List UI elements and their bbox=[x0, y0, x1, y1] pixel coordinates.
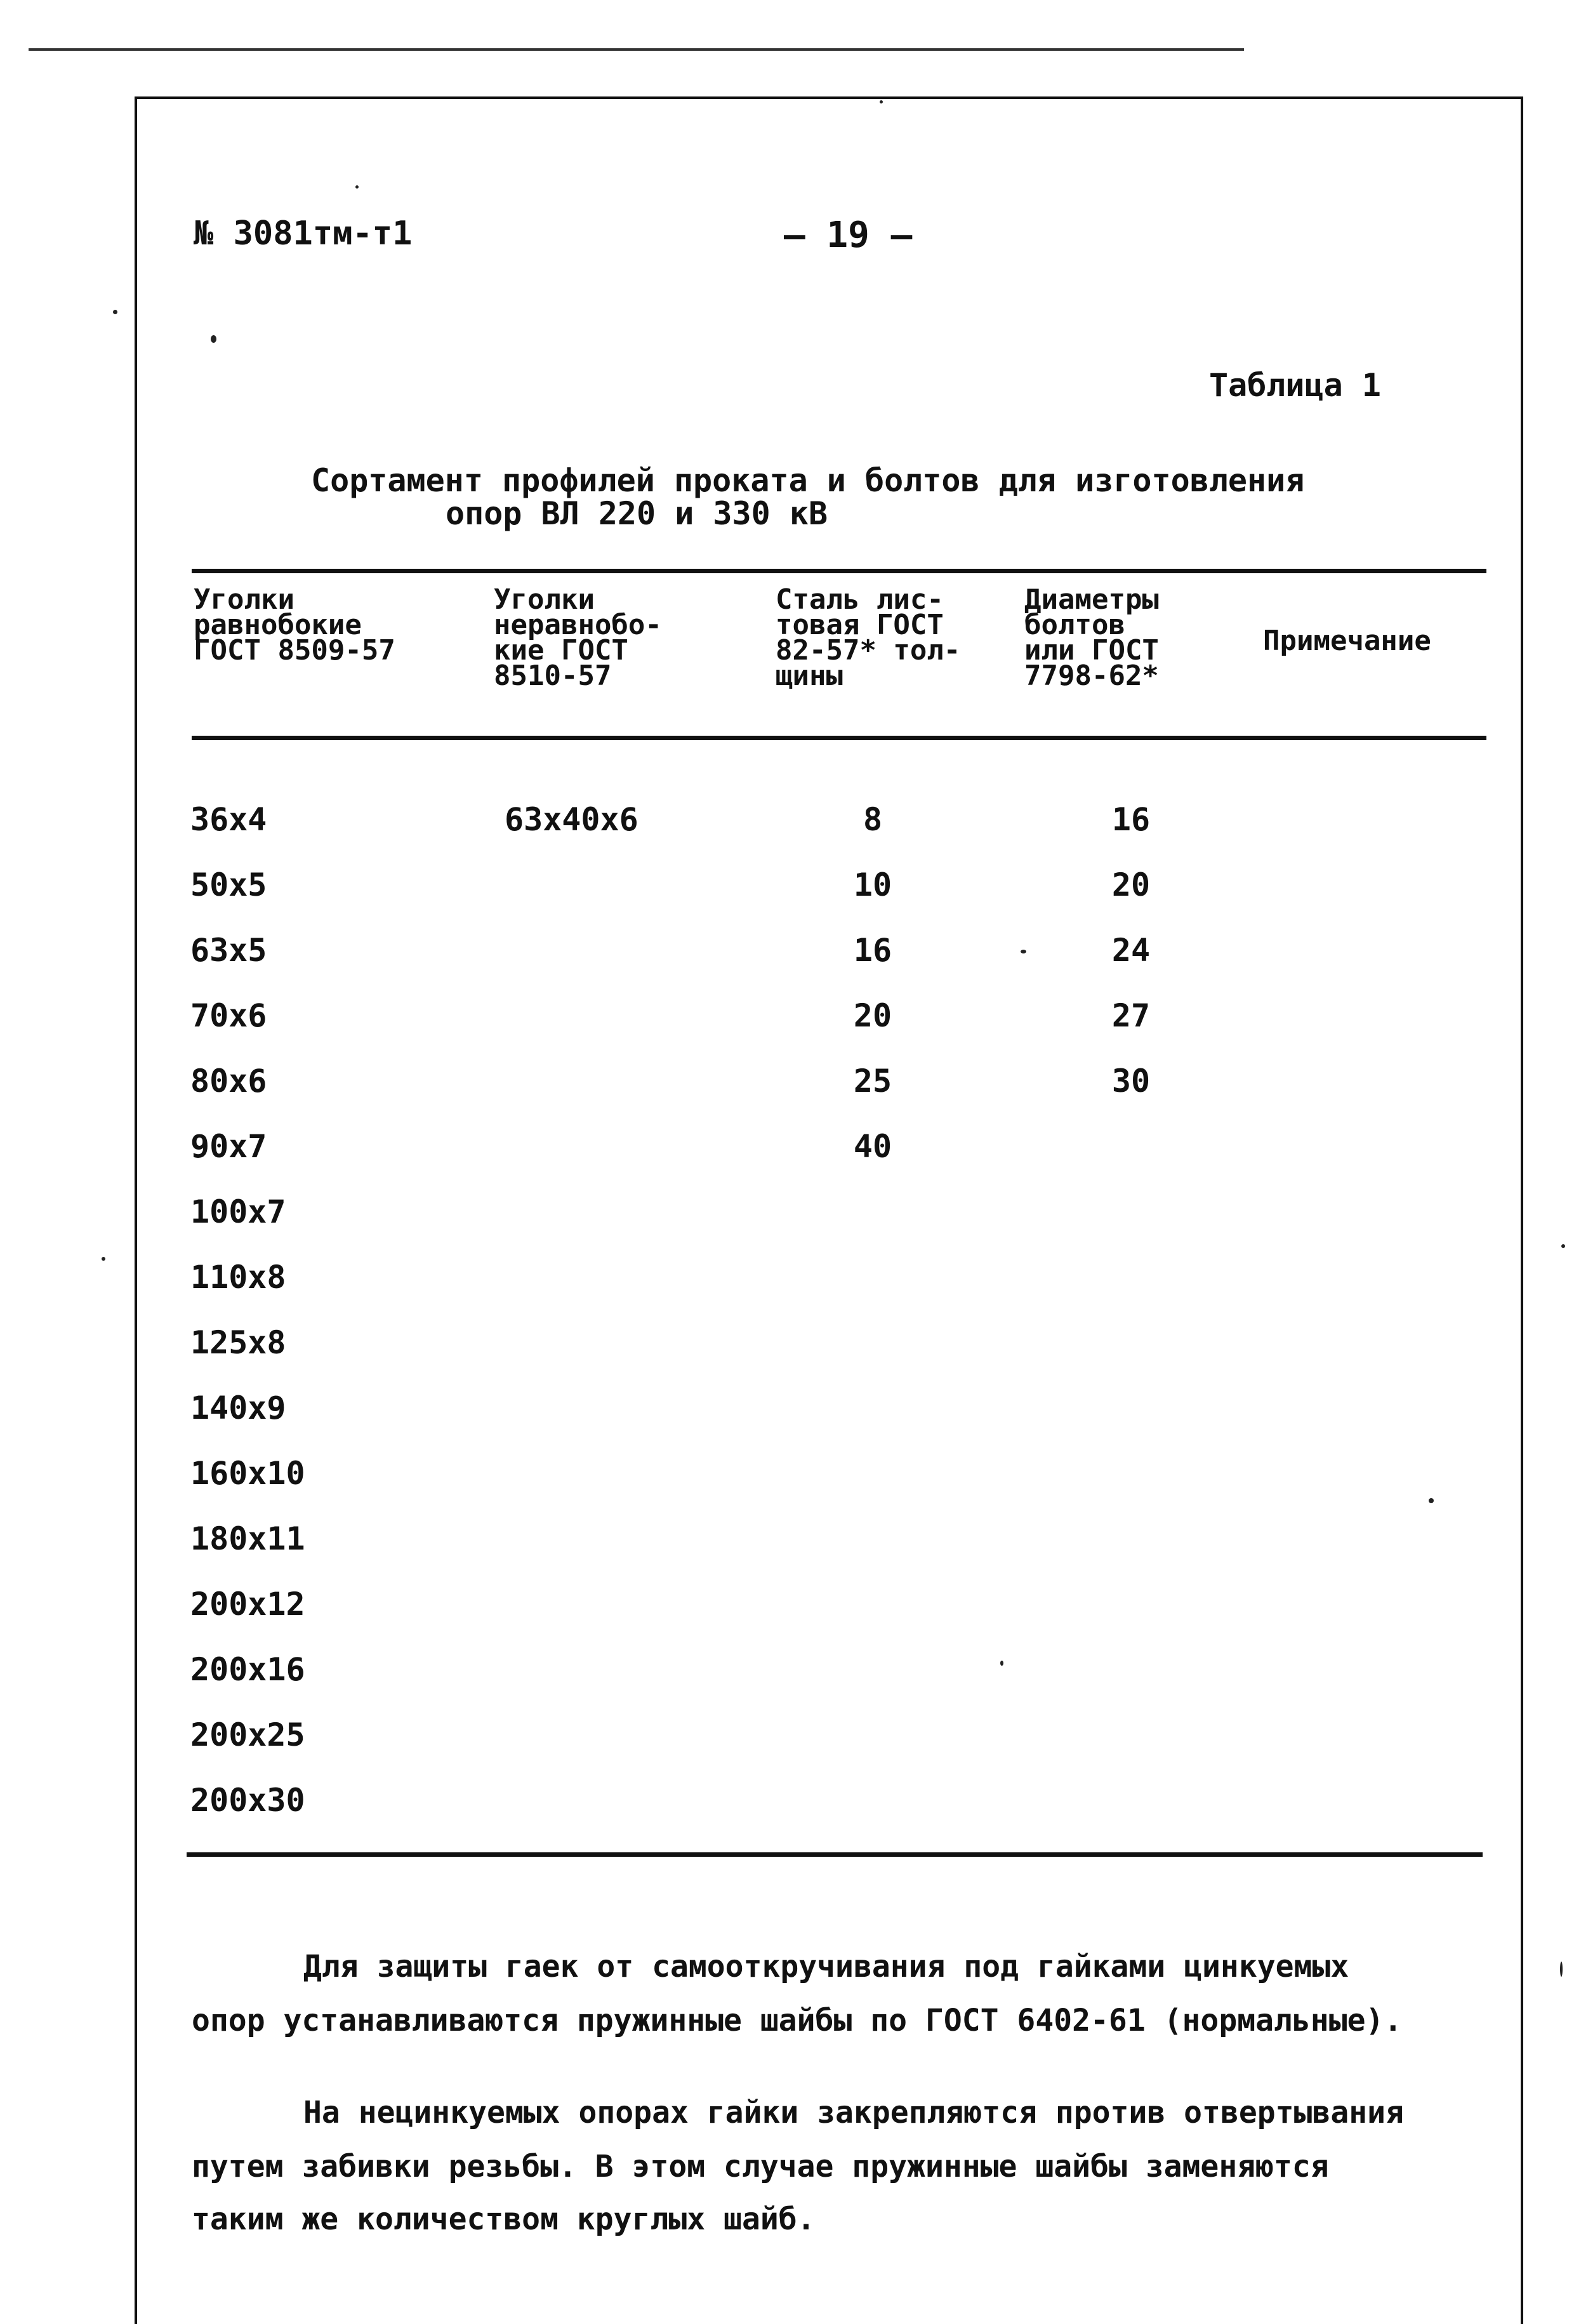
scan-speck bbox=[1560, 1962, 1563, 1977]
table-cell: 110x8 bbox=[190, 1259, 286, 1296]
page-number: – 19 – bbox=[784, 215, 913, 256]
scan-speck bbox=[113, 310, 117, 314]
table-cell: 20 bbox=[853, 997, 892, 1034]
table-cell: 200x16 bbox=[190, 1651, 305, 1688]
table-cell: 100x7 bbox=[190, 1193, 286, 1230]
table-cell: 16 bbox=[853, 932, 892, 969]
scan-speck bbox=[880, 100, 883, 103]
table-cell: 25 bbox=[853, 1063, 892, 1099]
scan-speck bbox=[211, 335, 216, 343]
column-header-unequal-angles: Уголки неравнобо- кие ГОСТ 8510-57 bbox=[494, 583, 662, 692]
table-cell: 160x10 bbox=[190, 1455, 305, 1492]
scan-speck bbox=[1429, 1498, 1434, 1503]
table-cell: 125x8 bbox=[190, 1324, 286, 1361]
paragraph-2-line-2: путем забивки резьбы. В этом случае пружинные шайбы заменяются bbox=[192, 2149, 1329, 2184]
table-cell: 90x7 bbox=[190, 1128, 267, 1165]
table-cell: 8 bbox=[863, 801, 883, 838]
column-header-sheet-steel: Сталь лис- товая ГОСТ 82-57* тол- щины bbox=[776, 583, 961, 692]
column-header-equal-angles: Уголки равнобокие ГОСТ 8509-57 bbox=[194, 583, 395, 667]
scan-speck bbox=[102, 1257, 105, 1261]
table-cell: 200x25 bbox=[190, 1716, 305, 1753]
table-cell: 140x9 bbox=[190, 1390, 286, 1426]
table-cell: 10 bbox=[853, 867, 892, 903]
table-cell: 63x5 bbox=[190, 932, 267, 969]
paragraph-2-line-1: На нецинкуемых опорах гайки закрепляются против отвертывания bbox=[303, 2095, 1404, 2130]
table-cell: 30 bbox=[1111, 1063, 1151, 1099]
table-label: Таблица 1 bbox=[1209, 367, 1381, 404]
table-bottom-rule bbox=[187, 1852, 1483, 1857]
table-cell: 27 bbox=[1111, 997, 1151, 1034]
table-cell: 50x5 bbox=[190, 867, 267, 903]
paragraph-1-line-2: опор устанавливаются пружинные шайбы по ГОСТ 6402-61 (нормальные). bbox=[192, 2003, 1403, 2038]
table-cell: 70x6 bbox=[190, 997, 267, 1034]
paragraph-1-line-1: Для защиты гаек от самооткручивания под гайками цинкуемых bbox=[303, 1949, 1349, 1984]
table-title-line-1: Сортамент профилей проката и болтов для изготовления bbox=[311, 462, 1305, 499]
table-top-rule bbox=[192, 569, 1486, 573]
paragraph-2-line-3: таким же количеством круглых шайб. bbox=[192, 2201, 816, 2237]
document-number: № 3081тм-т1 bbox=[194, 215, 413, 253]
table-cell: 36x4 bbox=[190, 801, 267, 838]
table-cell: 80x6 bbox=[190, 1063, 267, 1099]
scan-speck bbox=[1021, 950, 1026, 953]
table-cell: 180x11 bbox=[190, 1520, 305, 1557]
scan-speck bbox=[355, 185, 359, 189]
column-header-note: Примечание bbox=[1263, 625, 1431, 657]
scan-speck bbox=[1561, 1244, 1565, 1248]
top-rule bbox=[29, 48, 1244, 51]
table-title-line-2: опор ВЛ 220 и 330 кВ bbox=[446, 495, 828, 532]
table-header-rule bbox=[192, 736, 1486, 740]
table-cell: 16 bbox=[1111, 801, 1151, 838]
table-cell: 20 bbox=[1111, 867, 1151, 903]
scan-speck bbox=[1000, 1661, 1003, 1666]
table-cell: 200x30 bbox=[190, 1782, 305, 1819]
table-cell: 63x40x6 bbox=[505, 801, 638, 838]
table-cell: 200x12 bbox=[190, 1586, 305, 1623]
column-header-bolt-diameters: Диаметры болтов или ГОСТ 7798-62* bbox=[1024, 583, 1159, 692]
table-cell: 24 bbox=[1111, 932, 1151, 969]
table-cell: 40 bbox=[853, 1128, 892, 1165]
